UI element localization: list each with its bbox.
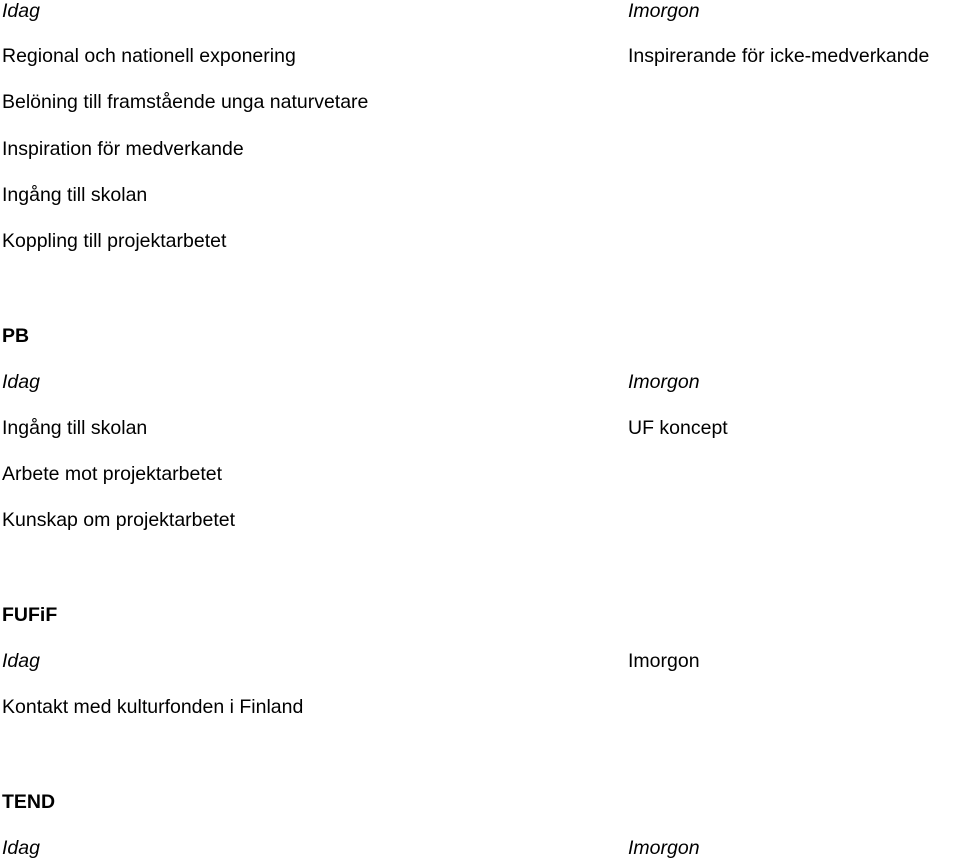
- section2-heading: PB: [2, 325, 30, 347]
- section3-left-item: Kontakt med kulturfonden i Finland: [2, 696, 304, 718]
- section1-right-item: Inspirerande för icke-medverkande: [628, 45, 930, 67]
- section3-idag-label: Idag: [2, 650, 40, 672]
- section1-left-item: Belöning till framstående unga naturvetare: [2, 91, 369, 113]
- section1-imorgon-label: Imorgon: [628, 0, 700, 22]
- section4-heading: TEND: [2, 791, 56, 813]
- section1-left-item: Regional och nationell exponering: [2, 45, 296, 67]
- section2-imorgon-label: Imorgon: [628, 371, 700, 393]
- document-page: [2, 0, 958, 860]
- section2-left-item: Kunskap om projektarbetet: [2, 509, 236, 531]
- section1-idag-label: Idag: [2, 0, 40, 22]
- section1-left-item: Koppling till projektarbetet: [2, 230, 227, 252]
- section2-idag-label: Idag: [2, 371, 40, 393]
- section1-left-item: Inspiration för medverkande: [2, 138, 244, 160]
- section3-heading: FUFiF: [2, 604, 58, 626]
- section4-idag-label: Idag: [2, 837, 40, 859]
- section2-left-item: Ingång till skolan: [2, 417, 148, 439]
- section4-imorgon-label: Imorgon: [628, 837, 700, 859]
- section3-imorgon-label: Imorgon: [628, 650, 700, 672]
- section1-left-item: Ingång till skolan: [2, 184, 148, 206]
- section2-left-item: Arbete mot projektarbetet: [2, 463, 223, 485]
- section2-right-item: UF koncept: [628, 417, 728, 439]
